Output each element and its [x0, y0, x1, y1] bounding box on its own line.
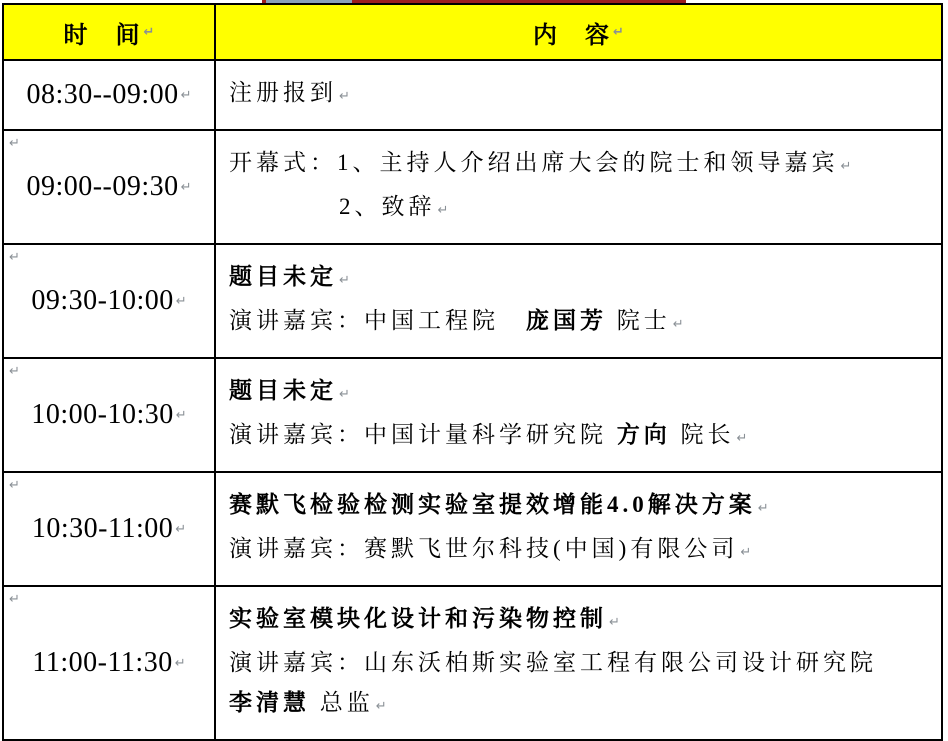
text-segment: 演讲嘉宾：山东沃柏斯实验室工程有限公司设计研究院 [229, 650, 877, 675]
text-segment: 演讲嘉宾：中国工程院 [229, 308, 526, 333]
text-segment: 题目未定 [229, 378, 337, 403]
time-header-cell [4, 5, 216, 59]
text-segment: 庞国芳 [526, 308, 607, 333]
paragraph-mark-icon: ↵ [613, 24, 624, 40]
paragraph-mark-icon: ↵ [143, 24, 155, 40]
table-row [4, 129, 941, 243]
content-cell [216, 473, 941, 585]
paragraph-mark-icon: ↵ [437, 203, 449, 218]
content-header-cell [216, 5, 941, 59]
time-cell [4, 473, 216, 585]
time-cell [4, 61, 216, 129]
content-cell [216, 131, 941, 243]
content-line [229, 683, 933, 727]
paragraph-mark-icon: ↵ [9, 592, 20, 607]
paragraph-mark-icon: ↵ [736, 431, 748, 446]
paragraph-mark-icon: ↵ [339, 273, 350, 288]
paragraph-mark-icon: ↵ [9, 478, 20, 493]
text-segment: 开幕式：1、主持人介绍出席大会的院士和领导嘉宾 [229, 150, 839, 175]
paragraph-mark-icon: ↵ [339, 387, 350, 402]
paragraph-mark-icon: ↵ [9, 250, 20, 265]
text-segment: 院长 [670, 422, 735, 447]
table-row [4, 59, 941, 129]
time-range: 10:30-11:00 [31, 513, 174, 544]
content-line [229, 643, 933, 683]
paragraph-mark-icon: ↵ [175, 293, 187, 309]
content-header-label: 内 容 [533, 22, 612, 49]
table-row [4, 471, 941, 585]
text-segment: 方向 [616, 422, 671, 447]
time-cell [4, 587, 216, 739]
content-cell [216, 359, 941, 471]
content-line [229, 599, 933, 643]
text-segment: 注册报到 [229, 80, 337, 105]
paragraph-mark-icon: ↵ [175, 407, 187, 423]
time-header-label: 时 间 [63, 22, 142, 49]
paragraph-mark-icon: ↵ [339, 89, 350, 104]
text-segment: 演讲嘉宾：中国计量科学研究院 [229, 422, 617, 447]
paragraph-mark-icon: ↵ [740, 545, 752, 560]
paragraph-mark-icon: ↵ [9, 364, 20, 379]
text-segment: 演讲嘉宾：赛默飞世尔科技(中国)有限公司 [229, 536, 739, 561]
text-segment: 院士 [607, 308, 671, 333]
time-range: 09:00--09:30 [26, 171, 179, 202]
time-range: 11:00-11:30 [32, 647, 173, 678]
table-row [4, 243, 941, 357]
content-line [229, 257, 933, 301]
content-line [339, 187, 933, 231]
paragraph-mark-icon: ↵ [175, 521, 187, 537]
paragraph-mark-icon: ↵ [9, 136, 20, 151]
content-cell [216, 61, 941, 129]
text-segment: 实验室模块化设计和污染物控制 [229, 606, 607, 631]
time-range: 09:30-10:00 [31, 285, 174, 316]
time-cell [4, 359, 216, 471]
text-segment: 题目未定 [229, 264, 337, 289]
table-body [4, 59, 941, 739]
paragraph-mark-icon: ↵ [375, 699, 387, 714]
table-header-row [4, 5, 941, 59]
content-line [229, 301, 933, 345]
content-cell [216, 587, 941, 739]
paragraph-mark-icon: ↵ [180, 87, 192, 103]
time-range: 10:00-10:30 [31, 399, 174, 430]
paragraph-mark-icon: ↵ [757, 501, 769, 516]
time-range: 08:30--09:00 [26, 79, 179, 110]
text-segment: 赛默飞检验检测实验室提效增能4.0解决方案 [229, 492, 756, 517]
paragraph-mark-icon: ↵ [174, 655, 186, 671]
time-cell [4, 131, 216, 243]
table-row [4, 585, 941, 739]
text-segment: 总监 [310, 690, 374, 715]
content-line [229, 415, 933, 459]
text-segment: 2、致辞 [339, 194, 436, 219]
paragraph-mark-icon: ↵ [180, 179, 192, 195]
paragraph-mark-icon: ↵ [609, 615, 620, 630]
content-line [229, 371, 933, 415]
paragraph-mark-icon: ↵ [840, 159, 852, 174]
content-line [229, 529, 933, 573]
schedule-table [2, 3, 943, 741]
content-line [229, 73, 933, 117]
paragraph-mark-icon: ↵ [672, 317, 684, 332]
text-segment: 李清慧 [229, 690, 310, 715]
content-cell [216, 245, 941, 357]
table-row [4, 357, 941, 471]
content-line [229, 485, 933, 529]
time-cell [4, 245, 216, 357]
content-line [229, 143, 933, 187]
